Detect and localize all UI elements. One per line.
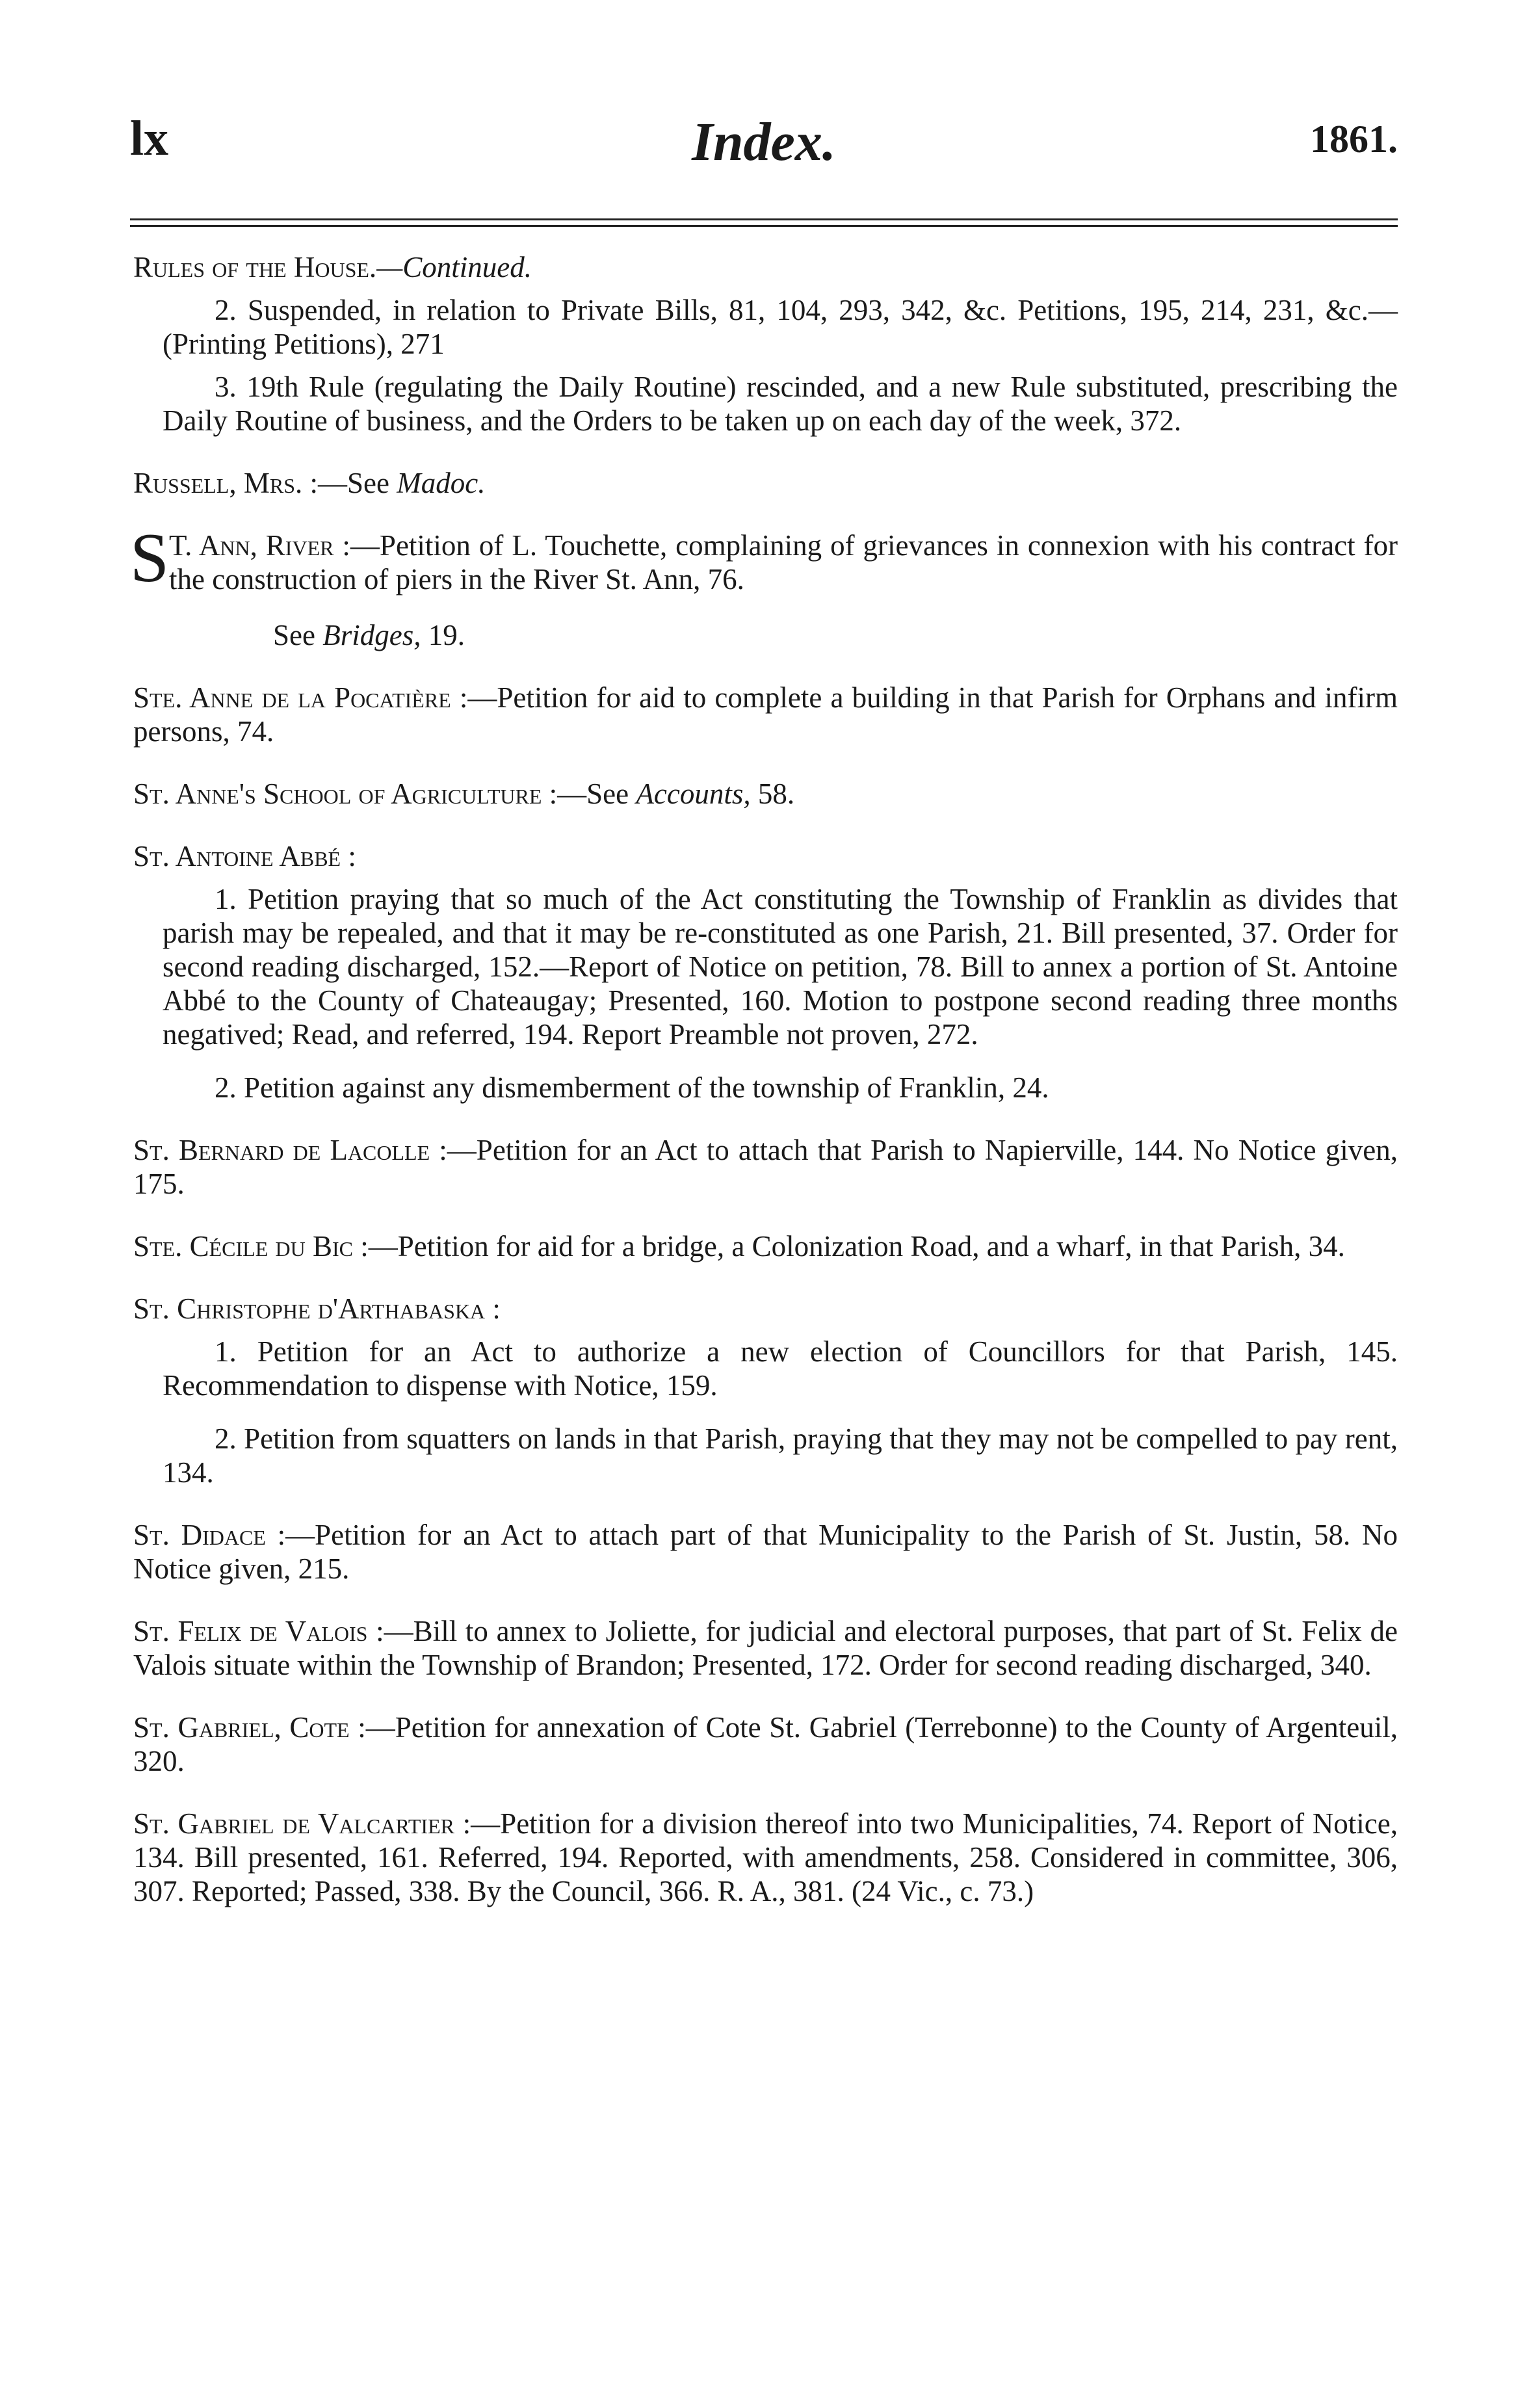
- entry-heading: Rules of the House.: [133, 251, 377, 283]
- entry-heading: Ste. Cécile du Bic: [133, 1230, 354, 1263]
- entry-text: :—See: [542, 778, 636, 810]
- entry-text: :—Petition for aid to complete a building in that Parish for Orphans and infirm persons, 74.: [133, 681, 1398, 748]
- entry-ste-cecile-du-bic: [133, 1229, 1398, 1263]
- entry-heading: St. Felix de Valois: [133, 1615, 368, 1647]
- page-year: 1861.: [1310, 118, 1398, 161]
- entry-russell: [133, 466, 1398, 500]
- entry-heading: St. Gabriel, Cote: [133, 1711, 350, 1744]
- header-rule-top: [130, 218, 1398, 220]
- entry-st-christophe: [133, 1292, 1398, 1489]
- entry-st-gabriel-cote: [133, 1710, 1398, 1778]
- entry-heading: St. Christophe d'Arthabaska :: [133, 1292, 501, 1325]
- entry-text: :—Petition for an Act to attach that Parish to Napierville, 144. No Notice given, 175.: [133, 1134, 1398, 1200]
- entry-st-didace: [133, 1518, 1398, 1586]
- entry-heading: Russell, Mrs.: [133, 467, 303, 499]
- index-content: [130, 250, 1398, 1937]
- see-label: See: [273, 619, 323, 651]
- see-also: [169, 618, 1398, 652]
- entry-heading: St. Anne's School of Agriculture: [133, 778, 542, 810]
- entry-text: :—Bill to annex to Joliette, for judicial and electoral purposes, that part of St. Felix de Valois situate within the Township of Brandon; Presented, 172. Order for second reading discharged, 340.: [133, 1615, 1398, 1681]
- drop-cap: S: [130, 519, 170, 597]
- entry-ste-anne-pocatiere: [133, 681, 1398, 748]
- page-title: Index.: [692, 112, 836, 172]
- entry-text: :—Petition for aid for a bridge, a Colonization Road, and a wharf, in that Parish, 34.: [353, 1230, 1345, 1263]
- page-header: [130, 111, 1398, 182]
- entry-rules-of-the-house: [133, 250, 1398, 438]
- see-page: 19.: [421, 619, 465, 651]
- entry-st-annes-school: [133, 777, 1398, 811]
- entry-item: 2. Petition from squatters on lands in that Parish, praying that they may not be compelled to pay rent, 134.: [163, 1422, 1398, 1489]
- entry-heading: T. Ann, River: [169, 529, 334, 562]
- entry-page: 58.: [750, 778, 795, 810]
- entry-item: 2. Petition against any dismemberment of the township of Franklin, 24.: [215, 1071, 1049, 1104]
- entry-item: 2. Suspended, in relation to Private Bills, 81, 104, 293, 342, &c. Petitions, 195, 214, 231, &c.—(Printing Petitions), 271: [163, 294, 1398, 360]
- entry-item: 1. Petition for an Act to authorize a new election of Councillors for that Parish, 145. Recommendation to dispense with Notice, 159.: [163, 1335, 1398, 1402]
- entry-heading: St. Bernard de Lacolle: [133, 1134, 430, 1166]
- entry-heading: St. Didace: [133, 1519, 266, 1551]
- entry-st-ann: [130, 519, 1398, 652]
- entry-st-antoine-abbe: [133, 839, 1398, 1105]
- entry-st-bernard-de-lacolle: [133, 1133, 1398, 1201]
- entry-text: :—Petition for annexation of Cote St. Gabriel (Terrebonne) to the County of Argenteuil, 320.: [133, 1711, 1398, 1777]
- page-number: lx: [130, 111, 169, 166]
- entry-st-gabriel-de-valcartier: [133, 1807, 1398, 1908]
- header-rule-bottom: [130, 225, 1398, 227]
- entry-reference: Accounts,: [636, 778, 751, 810]
- see-reference: Bridges,: [322, 619, 421, 651]
- entry-text: :—Petition for a division thereof into two Municipalities, 74. Report of Notice, 134. Bill presented, 161. Referred, 194. Reported, with amendments, 258. Considered in committee, 306, 307. Reported; Passed, 338. By the Council, 366. R. A., 381. (24 Vic., c. 73.): [133, 1807, 1398, 1907]
- entry-heading: Ste. Anne de la Pocatière: [133, 681, 451, 714]
- entry-heading: St. Gabriel de Valcartier: [133, 1807, 454, 1840]
- entry-text: :—Petition for an Act to attach part of that Municipality to the Parish of St. Justin, 58. No Notice given, 215.: [133, 1519, 1398, 1585]
- entry-heading: St. Antoine Abbé :: [133, 840, 356, 872]
- entry-item: 1. Petition praying that so much of the Act constituting the Township of Franklin as divides that parish may be repealed, and that it may be re-constituted as one Parish, 21. Bill presented, 37. Order for second reading discharged, 152.—Report of Notice on petition, 78. Bill to annex a portion of St. Antoine Abbé to the County of Chateaugay; Presented, 160. Motion to postpone second reading three months negatived; Read, and referred, 194. Report Preamble not proven, 272.: [163, 883, 1398, 1051]
- entry-st-felix-de-valois: [133, 1614, 1398, 1682]
- entry-item: 3. 19th Rule (regulating the Daily Routine) rescinded, and a new Rule substituted, prescribing the Daily Routine of business, and the Orders to be taken up on each day of the week, 372.: [163, 371, 1398, 437]
- continued-label: —Continued.: [376, 251, 532, 283]
- entry-text: :—Petition of L. Touchette, complaining of grievances in connexion with his contract for the construction of piers in the River St. Ann, 76.: [169, 529, 1398, 595]
- entry-text: :—See: [302, 467, 397, 499]
- entry-reference: Madoc.: [397, 467, 486, 499]
